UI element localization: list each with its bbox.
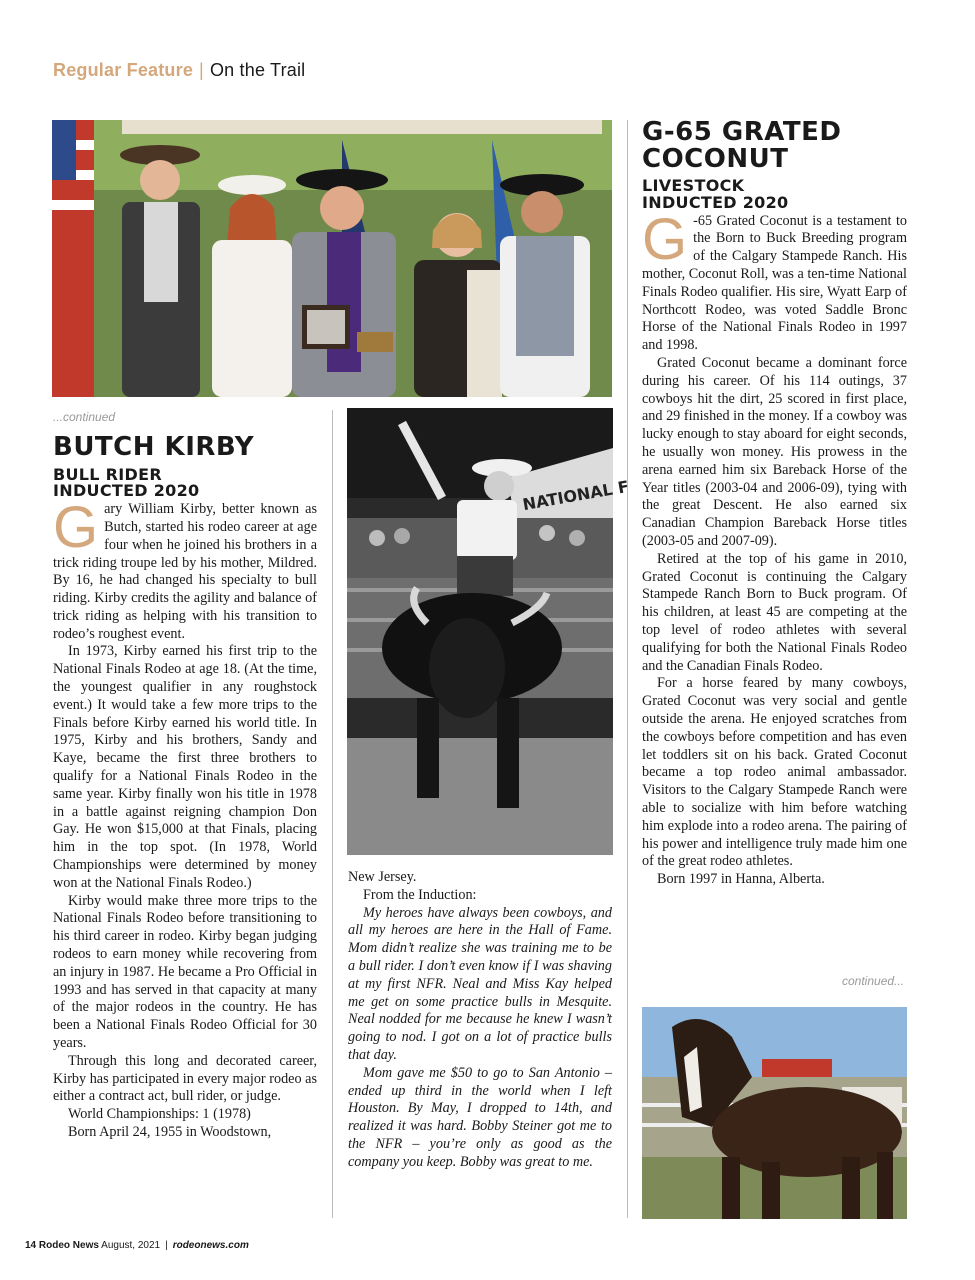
section-header <box>53 60 305 81</box>
article-subtitle-event: LIVESTOCK <box>642 176 745 196</box>
butch-kirby-article <box>53 434 317 1142</box>
article-subtitle-inducted: INDUCTED 2020 <box>53 481 200 501</box>
website-link[interactable]: rodeonews.com <box>172 1240 249 1251</box>
footer-separator: | <box>165 1240 168 1251</box>
arena-sign-text: NATIONAL F <box>521 476 631 515</box>
paragraph: Through this long and decorated career, Kirby has participated in every major rodeo as either a contract act, bull rider, or judge. <box>53 1052 317 1105</box>
drop-cap: G <box>642 206 688 272</box>
article-subtitle-inducted: INDUCTED 2020 <box>642 192 789 212</box>
paragraph: Grated Coconut became a dominant force during his career. Of his 114 outings, 37 cowboys hit the dirt, 25 scored in first place, and 29 finished in the money. If a cowboy was lucky enough to stay aboard for eight seconds, he usually won money. His prowess in the arena earned him six Bareback Horse of the Year titles (2003-04 and 2006-09), tying with the great Descent. He also earned six Canadian Champion Bareback Horse titles (2003-05 and 2007-09). <box>642 355 907 549</box>
section-name: On the Trail <box>209 60 306 80</box>
grated-coconut-article <box>642 119 907 889</box>
publication-name: Rodeo News <box>38 1240 99 1251</box>
paragraph: From the Induction: <box>363 886 477 903</box>
page-footer <box>25 1240 249 1251</box>
paragraph: -65 Grated Coconut is a testament to the Born to Buck Breeding program of the Calgary Stampede Ranch. His mother, Coconut Roll, was a ten-time National Finals Rodeo qualifier. His sire, Wyatt Earp of Northcott Rodeo, was voted Saddle Bronc Horse of the National Finals Rodeo in 1997 and 1998. <box>642 212 907 354</box>
article-title: BUTCH KIRBY <box>53 432 255 462</box>
article-title-line-1: G-65 GRATED <box>642 117 842 147</box>
issue-date: August, 2021 <box>101 1240 161 1251</box>
article-body <box>642 206 907 889</box>
regular-feature-label: Regular Feature <box>53 60 194 80</box>
quote-paragraph: My heroes have always been cowboys, and all my heroes are here in the Hall of Fame. Mom didn’t realize she was training me to be a bull rider. I don’t even know if I was shaving at my first NFR. Neal and Miss Kay helped me get on some practice bulls in Mesquite. Neal nodded for me because he knew I wasn’t going to nod. I got on a lot of practice bulls that day. <box>348 904 612 1063</box>
page-number: 14 <box>25 1240 37 1251</box>
induction-quote-column <box>348 869 612 1172</box>
article-body <box>53 495 317 1142</box>
continued-next-label: continued... <box>842 974 905 988</box>
paragraph: World Championships: 1 (1978) <box>68 1106 251 1123</box>
paragraph: Retired at the top of his game in 2010, Grated Coconut is continuing the Calgary Stampede Ranch Born to Buck program. Of his children, at least 45 are competing at the top level of rodeo athletes with several qualifying for both the National Finals Rodeo and the Canadian Finals Rodeo. <box>642 550 907 674</box>
paragraph: For a horse feared by many cowboys, Grated Coconut was very social and gentle outside the arena. He enjoyed scratches from the cowboys before competition and has even let toddlers sit on his back. Grated Coconut became a top rodeo animal ambassador. Visitors to the Calgary Stampede Ranch were able to socialize with him before watching him explode into a rodeo arena. The pairing of his power and intelligence truly made him one of the great rodeo athletes. <box>642 675 907 870</box>
paragraph: Born April 24, 1955 in Woodstown, <box>68 1124 272 1140</box>
continued-label: ...continued <box>53 410 116 424</box>
quote-paragraph: Mom gave me $50 to go to San Antonio – ended up third in the world when I left Houston. By May, I dropped to 14th, and realized it was hard. Bobby Steiner got me to the NFR – you’re only as good as the company you keep. Bobby was great to me. <box>348 1064 612 1170</box>
induction-ceremony-photo <box>52 120 612 397</box>
article-title-line-2: COCONUT <box>642 143 789 174</box>
drop-cap: G <box>53 495 99 561</box>
paragraph: Kirby would make three more trips to the National Finals Rodeo before transitioning to his third career in rodeo. Kirby began judging rodeos to earn money while recovering from an injury in 1987. He became a Pro Official in 1993 and has served in that capacity at many of the major rodeos in the country. He has been a National Finals Rodeo Official for 30 years. <box>53 892 317 1052</box>
column-divider-right <box>627 120 628 1218</box>
bull-riding-photo <box>347 408 631 855</box>
article-subtitle-event: BULL RIDER <box>53 464 162 484</box>
header-separator: | <box>199 60 204 80</box>
paragraph: ary William Kirby, better known as Butch, started his rodeo career at age four when he joined his brothers in a trick riding troupe led by his mother, Mildred. By 16, he had changed his specialty to bull riding. Kirby credits the agility and balance of trick riding as helping with his transition to rodeo’s roughest event. <box>53 501 317 642</box>
paragraph: Born 1997 in Hanna, Alberta. <box>657 871 825 888</box>
paragraph: In 1973, Kirby earned his first trip to the National Finals Rodeo at age 18. (At the time, the youngest qualifier in any roughstock event.) It would take a few more trips to the Finals before Kirby earned his world title. In 1975, Kirby and his brothers, Sandy and Kaye, became the first three brothers to qualify for a National Finals Rodeo in the same year. Kirby finally won his title in 1978 in a battle against reigning champion Don Gay. He won $15,000 at that Finals, placing him in the top spot. (In 1978, World Championships were determined by money won at the National Finals Rodeo.) <box>53 643 317 891</box>
column-divider-left <box>332 410 333 1218</box>
paragraph: New Jersey. <box>348 869 417 885</box>
horse-photo <box>642 1007 907 1219</box>
